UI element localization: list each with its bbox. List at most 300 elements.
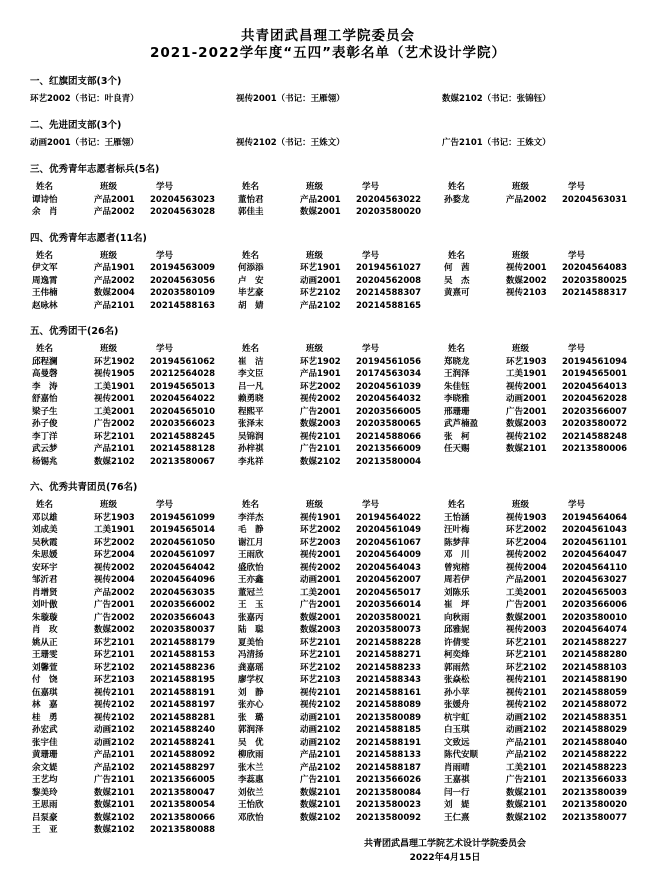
cell-name: 李兆祥 (238, 456, 264, 467)
cell-class: 环艺2002 (300, 525, 341, 535)
column-header: 学号 (156, 344, 174, 354)
cell-student-id: 20204564074 (562, 625, 628, 635)
cell-name: 舒嘉怡 (32, 394, 58, 404)
column-header: 班级 (100, 182, 118, 192)
cell-class: 视传2001 (506, 263, 547, 273)
cell-student-id: 20214588233 (356, 662, 422, 673)
cell-class: 视传2101 (300, 687, 341, 698)
cell-name: 梁子生 (32, 406, 58, 417)
cell-class: 视传1905 (94, 369, 135, 379)
cell-class: 数媒2101 (506, 444, 547, 454)
cell-class: 数媒2102 (94, 456, 135, 467)
cell-class: 工美2101 (506, 762, 547, 773)
cell-name: 吴锦润 (238, 431, 264, 442)
cell-student-id: 20214588072 (562, 700, 628, 710)
cell-student-id: 20204562007 (356, 575, 422, 585)
cell-class: 视传2002 (94, 562, 135, 573)
cell-class: 广告2001 (300, 600, 341, 610)
cell-name: 何 茜 (444, 263, 470, 273)
column-header: 学号 (568, 500, 586, 510)
cell-student-id: 20214588089 (356, 700, 422, 710)
cell-name: 向秋雨 (444, 612, 470, 623)
cell-name: 余 肖 (32, 207, 58, 217)
cell-student-id: 20214588307 (356, 288, 422, 298)
cell-student-id: 20213580067 (150, 456, 216, 467)
column-header: 学号 (568, 250, 586, 261)
cell-name: 崔 洁 (238, 356, 264, 367)
cell-student-id: 20213580023 (356, 800, 422, 810)
cell-class: 数媒2101 (300, 787, 341, 798)
cell-student-id: 20204563035 (150, 587, 216, 598)
cell-class: 动画2102 (300, 737, 341, 748)
table-group (30, 250, 236, 313)
cell-student-id: 20212564028 (150, 369, 216, 379)
cell-student-id: 20194565013 (150, 381, 216, 392)
cell-class: 视传2101 (506, 675, 547, 685)
cell-student-id: 20214588197 (150, 700, 216, 710)
cell-name: 余文媞 (32, 762, 58, 773)
cell-class: 环艺1903 (506, 356, 547, 367)
cell-name: 张 璐 (238, 712, 264, 723)
cell-student-id: 20203580109 (150, 288, 216, 298)
cell-name: 白玉琪 (444, 725, 470, 735)
table-group (30, 343, 236, 468)
cell-name: 郭雨然 (444, 662, 470, 673)
cell-class: 数媒2002 (506, 275, 547, 286)
cell-class: 视传2101 (300, 431, 341, 442)
cell-name: 柯奕烽 (444, 650, 470, 660)
cell-student-id: 20204564043 (356, 562, 422, 573)
document-title (30, 28, 626, 62)
cell-name: 汪叶梅 (444, 525, 470, 535)
cell-class: 环艺2101 (300, 637, 341, 648)
cell-student-id: 20214588280 (562, 650, 628, 660)
cell-class: 视传2002 (300, 562, 341, 573)
cell-class: 广告2002 (94, 419, 135, 429)
cell-class: 产品1901 (300, 369, 341, 379)
column-header: 班级 (306, 344, 324, 354)
branch-item: 动画2001（书记：王雁翎） (30, 138, 139, 148)
cell-class: 数媒2002 (94, 625, 135, 635)
cell-class: 产品2102 (506, 750, 547, 760)
cell-name: 邹沂君 (32, 575, 58, 585)
branch-item: 视传2001（书记：王雁翎） (236, 94, 345, 104)
column-header: 姓名 (242, 182, 260, 192)
cell-student-id: 20194561062 (150, 356, 216, 367)
cell-student-id: 20214588161 (356, 687, 422, 698)
cell-student-id: 20214588222 (562, 750, 628, 760)
cell-class: 视传2102 (506, 700, 547, 710)
cell-student-id: 20214588040 (562, 737, 628, 748)
cell-student-id: 20203566006 (562, 600, 628, 610)
cell-student-id: 20204561097 (150, 550, 216, 560)
cell-name: 朱思媛 (32, 550, 58, 560)
cell-class: 环艺2101 (506, 650, 547, 660)
cell-class: 工美1901 (94, 525, 135, 535)
cell-name: 陆 聪 (238, 625, 264, 635)
column-header: 学号 (568, 182, 586, 192)
cell-class: 环艺2101 (94, 431, 135, 442)
cell-student-id: 20204565017 (356, 587, 422, 598)
cell-class: 数媒2102 (300, 456, 341, 467)
cell-student-id: 20204561049 (356, 525, 422, 535)
column-header: 班级 (100, 250, 118, 261)
column-header: 班级 (306, 500, 324, 510)
cell-name: 孙子俊 (32, 419, 58, 429)
column-header: 姓名 (242, 344, 260, 354)
cell-student-id: 20203566007 (562, 406, 628, 417)
branch-list (30, 137, 626, 150)
cell-student-id: 20213580047 (150, 787, 216, 798)
footer-date: 2022年4月15日 (409, 852, 481, 863)
cell-class: 广告2101 (94, 775, 135, 785)
cell-student-id: 20203580010 (562, 612, 628, 623)
cell-student-id: 20214588133 (356, 750, 422, 760)
cell-name: 周若伊 (444, 575, 470, 585)
cell-student-id: 20203580020 (356, 207, 422, 217)
cell-student-id: 20214588190 (562, 675, 628, 685)
cell-class: 数媒2102 (94, 812, 135, 823)
cell-class: 动画2102 (94, 737, 135, 748)
cell-name: 王伟楠 (32, 288, 58, 298)
cell-class: 数媒2101 (506, 800, 547, 810)
cell-student-id: 20214588187 (356, 762, 422, 773)
cell-class: 广告2001 (506, 406, 547, 417)
cell-student-id: 20214588179 (150, 637, 216, 648)
cell-student-id: 20174563034 (356, 369, 422, 379)
column-header: 学号 (156, 500, 174, 510)
cell-name: 朱璇璇 (32, 612, 58, 623)
cell-class: 环艺2102 (300, 288, 341, 298)
column-header: 姓名 (448, 500, 466, 510)
column-header: 姓名 (36, 182, 54, 192)
cell-name: 吕泵豪 (32, 812, 58, 823)
table-group (442, 499, 648, 824)
cell-class: 视传2001 (300, 550, 341, 560)
cell-name: 邱程澜 (32, 356, 58, 367)
cell-name: 吴 优 (238, 737, 264, 748)
cell-name: 张媛舟 (444, 700, 470, 710)
cell-student-id: 20213580066 (150, 812, 216, 823)
cell-name: 桂 勇 (32, 712, 58, 723)
cell-name: 孙宏武 (32, 725, 58, 735)
cell-student-id: 20214588351 (562, 712, 628, 723)
cell-class: 环艺2002 (94, 537, 135, 548)
cell-student-id: 20204564042 (150, 562, 216, 573)
cell-class: 环艺1902 (300, 356, 341, 367)
cell-name: 黎美玲 (32, 787, 58, 798)
cell-class: 产品2002 (94, 587, 135, 598)
cell-student-id: 20214588228 (356, 637, 422, 648)
cell-student-id: 20204564032 (356, 394, 422, 404)
cell-student-id: 20204561067 (356, 537, 422, 548)
cell-student-id: 20203580073 (356, 625, 422, 635)
cell-class: 产品2001 (506, 575, 547, 585)
cell-class: 环艺1903 (94, 512, 135, 523)
column-header: 班级 (512, 250, 530, 261)
section-1 (30, 76, 626, 106)
cell-class: 广告2001 (94, 600, 135, 610)
cell-name: 王珊雯 (32, 650, 58, 660)
cell-student-id: 20204564083 (562, 263, 628, 273)
cell-name: 胡 婧 (238, 300, 264, 311)
section-heading: 一、红旗团支部(3个) (30, 76, 122, 87)
cell-name: 黄熹可 (444, 288, 470, 298)
cell-class: 产品2101 (94, 750, 135, 760)
cell-class: 动画2102 (506, 712, 547, 723)
cell-class: 数媒2001 (506, 612, 547, 623)
column-header: 姓名 (448, 250, 466, 261)
column-header: 姓名 (36, 344, 54, 354)
cell-student-id: 20214588195 (150, 675, 216, 685)
cell-student-id: 20214588297 (150, 762, 216, 773)
cell-class: 数媒2102 (506, 812, 547, 823)
cell-class: 数媒2101 (94, 800, 135, 810)
cell-name: 杨锡兆 (32, 456, 58, 467)
title-line-2: 2021-2022学年度“五四”表彰名单（艺术设计学院） (150, 45, 506, 61)
cell-student-id: 20213566005 (150, 775, 216, 785)
cell-student-id: 20203580065 (356, 419, 422, 429)
cell-student-id: 20213580089 (356, 712, 422, 723)
cell-student-id: 20214588066 (356, 431, 422, 442)
cell-class: 视传2001 (506, 381, 547, 392)
cell-class: 环艺2101 (300, 650, 341, 660)
column-header: 姓名 (242, 500, 260, 510)
document-footer (0, 838, 650, 865)
cell-name: 孙梓祺 (238, 444, 264, 454)
cell-name: 张木兰 (238, 762, 264, 773)
cell-student-id: 20214588191 (150, 687, 216, 698)
cell-class: 动画2001 (506, 394, 547, 404)
cell-class: 视传2103 (506, 288, 547, 298)
cell-student-id: 20213580088 (150, 825, 216, 835)
cell-name: 肖增贤 (32, 587, 58, 598)
cell-name: 毕艺豪 (238, 288, 264, 298)
column-header: 姓名 (36, 250, 54, 261)
cell-class: 数媒2101 (94, 787, 135, 798)
cell-student-id: 20203566005 (356, 406, 422, 417)
cell-name: 廖学权 (238, 675, 264, 685)
table-group (442, 181, 648, 206)
cell-name: 曾宛榕 (444, 562, 470, 573)
cell-student-id: 20204563056 (150, 275, 216, 286)
cell-name: 周逸霄 (32, 275, 58, 286)
cell-name: 张 柯 (444, 431, 470, 442)
cell-name: 邱雅妮 (444, 625, 470, 635)
cell-student-id: 20213580039 (562, 787, 628, 798)
cell-name: 吕一凡 (238, 381, 264, 392)
cell-name: 崔 坪 (444, 600, 470, 610)
cell-student-id: 20204561050 (150, 537, 216, 548)
cell-class: 数媒2003 (300, 625, 341, 635)
table-group (30, 181, 236, 219)
cell-class: 环艺2103 (94, 675, 135, 685)
cell-name: 董怡君 (238, 194, 264, 205)
cell-name: 邢珊珊 (444, 406, 470, 417)
cell-name: 王怡涵 (444, 512, 470, 523)
cell-name: 郭润泽 (238, 725, 264, 735)
cell-name: 姚从正 (32, 637, 58, 648)
cell-class: 产品1901 (94, 263, 135, 273)
branch-item: 环艺2002（书记：叶良青） (30, 94, 139, 104)
cell-class: 产品2002 (94, 207, 135, 217)
cell-name: 王润泽 (444, 369, 470, 379)
cell-class: 产品2002 (506, 194, 547, 205)
cell-student-id: 20194565001 (562, 369, 628, 379)
section-heading: 六、优秀共青团员(76名) (30, 482, 138, 493)
cell-student-id: 20204563027 (562, 575, 628, 585)
cell-name: 闫一行 (444, 787, 470, 798)
cell-student-id: 20204562008 (356, 275, 422, 286)
cell-name: 王 玉 (238, 600, 264, 610)
cell-student-id: 20204563028 (150, 207, 216, 217)
cell-student-id: 20213566026 (356, 775, 422, 785)
cell-class: 动画2102 (506, 725, 547, 735)
cell-class: 视传2002 (506, 550, 547, 560)
section-5 (30, 326, 626, 468)
cell-class: 数媒2102 (94, 825, 135, 835)
cell-name: 何添添 (238, 263, 264, 273)
column-header: 班级 (512, 500, 530, 510)
cell-student-id: 20214588227 (562, 637, 628, 648)
cell-name: 张焱松 (444, 675, 470, 685)
cell-name: 邓欣怡 (238, 812, 264, 823)
cell-name: 付 饶 (32, 675, 58, 685)
cell-name: 任天赐 (444, 444, 470, 454)
cell-student-id: 20204565003 (562, 587, 628, 598)
cell-student-id: 20203580021 (356, 612, 422, 623)
cell-class: 环艺2004 (94, 550, 135, 560)
section-heading: 四、优秀青年志愿者(11名) (30, 232, 147, 244)
cell-class: 工美1901 (506, 369, 547, 379)
cell-student-id: 20213580092 (356, 812, 422, 823)
cell-class: 广告2001 (506, 600, 547, 610)
cell-name: 刘馨萱 (32, 662, 58, 673)
cell-name: 刘依兰 (238, 787, 264, 798)
cell-class: 动画2001 (300, 275, 341, 286)
cell-student-id: 20214588191 (356, 737, 422, 748)
cell-student-id: 20214588165 (356, 300, 422, 311)
cell-class: 动画2001 (300, 575, 341, 585)
cell-class: 视传2004 (94, 575, 135, 585)
cell-name: 王思雨 (32, 800, 58, 810)
branch-item: 视传2102（书记：王姝文） (236, 138, 345, 148)
cell-student-id: 20214588241 (150, 737, 216, 748)
cell-student-id: 20194565014 (150, 525, 216, 535)
column-header: 班级 (100, 344, 118, 354)
cell-name: 刘成美 (32, 525, 58, 535)
cell-name: 张嘉丙 (238, 612, 264, 623)
cell-class: 数媒2003 (506, 419, 547, 429)
cell-student-id: 20214588343 (356, 675, 422, 685)
table-groups (30, 181, 626, 219)
cell-name: 陈梦萍 (444, 537, 470, 548)
cell-name: 安环宇 (32, 562, 58, 573)
cell-name: 刘 静 (238, 687, 264, 698)
cell-student-id: 20213580006 (562, 444, 628, 454)
table-groups (30, 343, 626, 468)
cell-student-id: 20204561043 (562, 525, 628, 535)
section-6 (30, 482, 626, 837)
cell-student-id: 20204564096 (150, 575, 216, 585)
column-header: 班级 (100, 500, 118, 510)
cell-name: 孙婺龙 (444, 194, 470, 205)
cell-name: 程熙平 (238, 406, 264, 417)
cell-name: 谭诗怡 (32, 194, 58, 205)
cell-class: 产品2101 (94, 300, 135, 311)
cell-name: 冯清扬 (238, 650, 264, 660)
cell-name: 武云梦 (32, 444, 58, 454)
column-header: 学号 (362, 500, 380, 510)
cell-class: 视传2004 (506, 562, 547, 573)
cell-class: 产品2001 (300, 194, 341, 205)
column-header: 姓名 (36, 500, 54, 510)
section-heading: 二、先进团支部(3个) (30, 120, 122, 131)
cell-student-id: 20194561094 (562, 356, 628, 367)
cell-class: 数媒2001 (300, 612, 341, 623)
cell-name: 伊文军 (32, 263, 58, 273)
cell-class: 产品2101 (94, 444, 135, 454)
cell-name: 文致远 (444, 737, 470, 748)
branch-item: 数媒2102（书记：张锦钰） (442, 94, 551, 104)
cell-name: 王亦鑫 (238, 575, 264, 585)
cell-class: 环艺1902 (94, 356, 135, 367)
cell-class: 环艺2002 (506, 525, 547, 535)
cell-name: 李晓雅 (444, 394, 470, 404)
cell-student-id: 20214588248 (562, 431, 628, 442)
cell-name: 高曼磬 (32, 369, 58, 379)
cell-student-id: 20194561099 (150, 512, 216, 523)
cell-student-id: 20213566033 (562, 775, 628, 785)
footer-issuer: 共青团武昌理工学院艺术设计学院委员会 (363, 839, 526, 849)
section-heading: 三、优秀青年志愿者标兵(5名) (30, 164, 160, 175)
column-header: 班级 (306, 250, 324, 261)
table-groups (30, 499, 626, 837)
cell-student-id: 20204563022 (356, 194, 422, 205)
cell-student-id: 20204563023 (150, 194, 216, 205)
cell-class: 产品2102 (94, 762, 135, 773)
cell-name: 郑晓龙 (444, 356, 470, 367)
cell-class: 数媒2101 (506, 787, 547, 798)
cell-name: 张亦心 (238, 700, 264, 710)
cell-class: 数媒2003 (300, 419, 341, 429)
cell-student-id: 20213580077 (562, 812, 628, 823)
table-group (236, 343, 442, 468)
section-4 (30, 233, 626, 313)
cell-class: 视传2102 (94, 700, 135, 710)
cell-name: 吴秋霞 (32, 537, 58, 548)
cell-name: 李文臣 (238, 369, 264, 379)
cell-name: 夏美怡 (238, 637, 264, 648)
cell-name: 张泽末 (238, 419, 264, 429)
table-group (442, 343, 648, 456)
cell-class: 产品2001 (94, 194, 135, 205)
cell-student-id: 20204563031 (562, 194, 628, 205)
sections-container (30, 76, 626, 837)
cell-name: 邓以雄 (32, 512, 58, 523)
table-group (30, 499, 236, 837)
cell-name: 李 涛 (32, 381, 58, 392)
column-header: 学号 (362, 344, 380, 354)
cell-class: 视传1901 (300, 512, 341, 523)
cell-student-id: 20204561039 (356, 381, 422, 392)
cell-class: 环艺2102 (506, 662, 547, 673)
table-groups (30, 250, 626, 313)
column-header: 学号 (568, 344, 586, 354)
cell-student-id: 20214588240 (150, 725, 216, 735)
cell-student-id: 20214588223 (562, 762, 628, 773)
cell-student-id: 20214588236 (150, 662, 216, 673)
